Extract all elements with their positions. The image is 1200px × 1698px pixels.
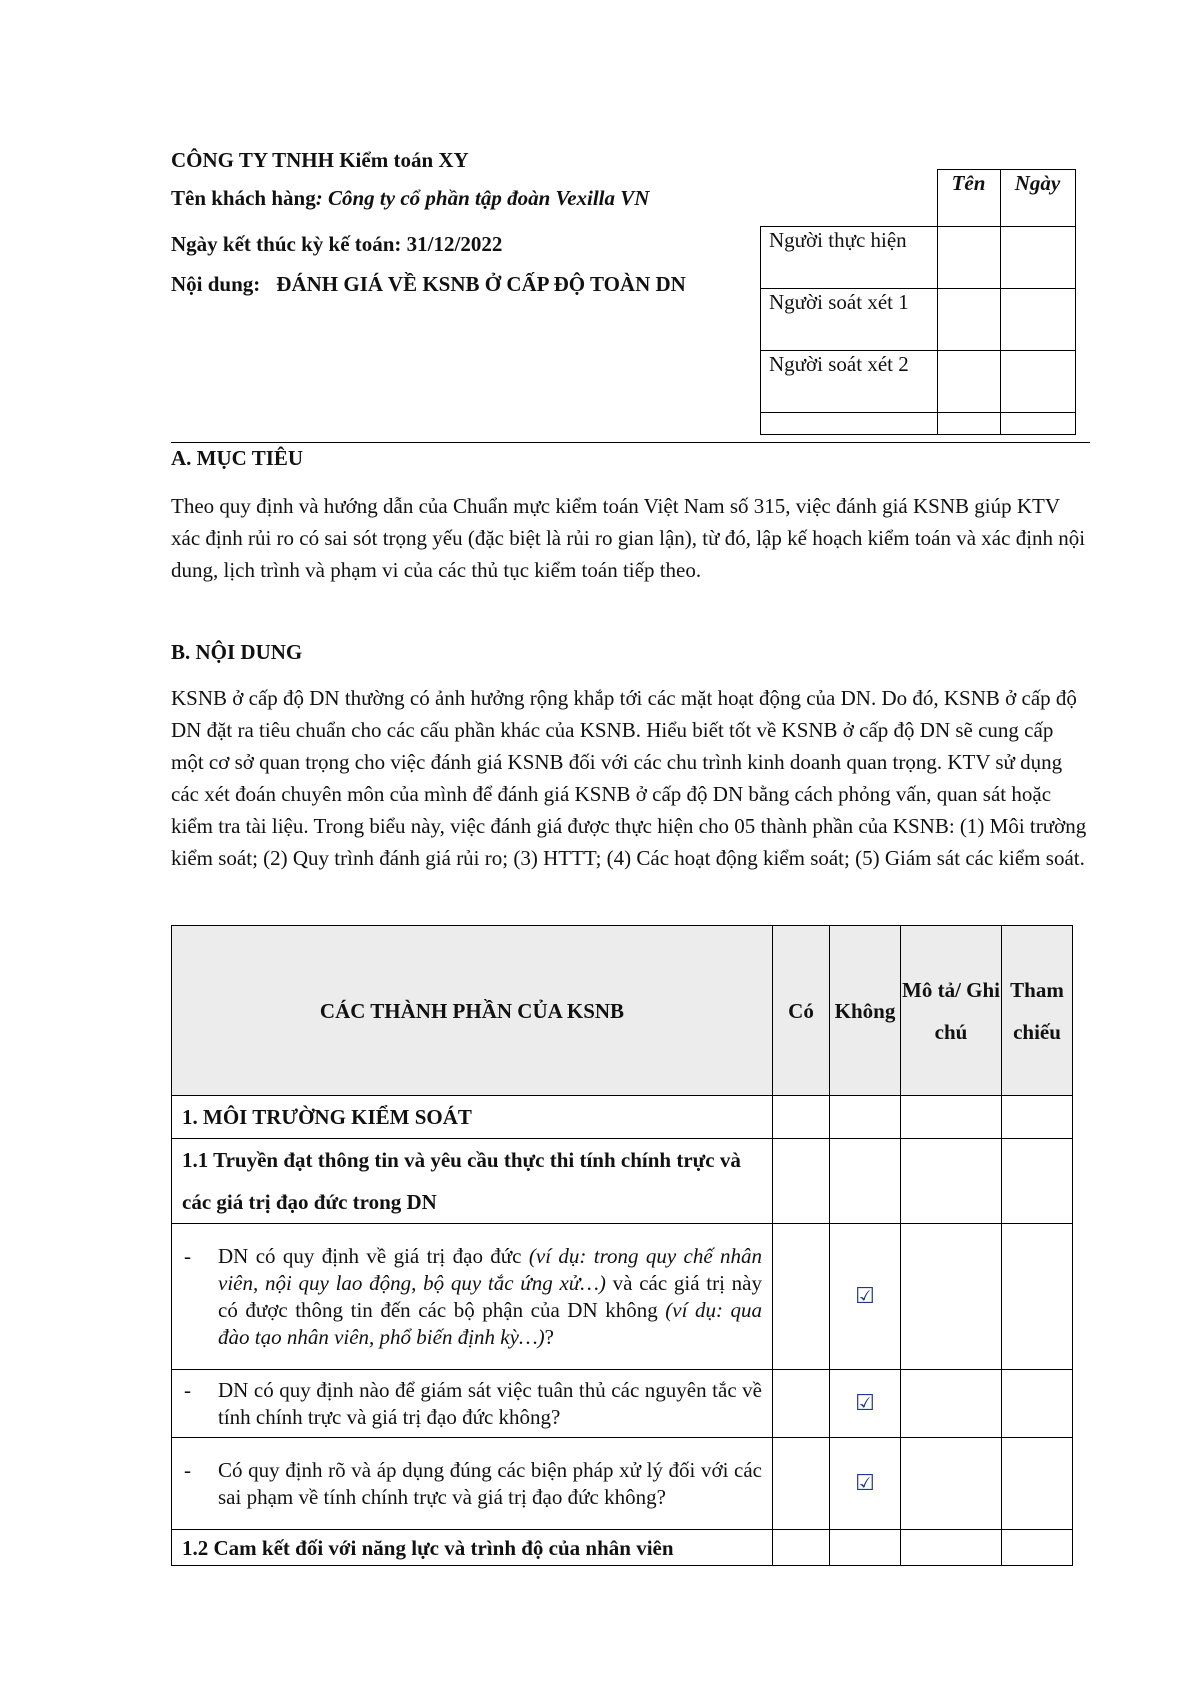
bullet-dash: - — [184, 1377, 191, 1402]
ksnb-table — [171, 925, 1073, 1566]
note-cell[interactable] — [901, 1370, 1002, 1438]
table-row-item-1: - DN có quy định về giá trị đạo đức (ví dụ: trong quy chế nhân viên, nội quy lao động, bộ quy tắc ứng xử…) và các giá trị này có được thông tin đến các bộ phận của DN không (ví dụ: qua đào tạo nhân viên, phổ biến định kỳ…)? — [172, 1224, 773, 1370]
col-header-ref: Tham chiếu — [1002, 926, 1073, 1096]
yes-cell[interactable] — [773, 1438, 830, 1530]
ref-cell[interactable] — [1002, 1438, 1073, 1530]
client-line: Tên khách hàng: Công ty cổ phần tập đoàn Vexilla VN — [171, 186, 650, 210]
ref-cell[interactable] — [1002, 1224, 1073, 1370]
period-end: Ngày kết thúc kỳ kế toán: 31/12/2022 — [171, 232, 503, 256]
note-cell[interactable] — [901, 1224, 1002, 1370]
table-row-item-2: - DN có quy định nào để giám sát việc tuân thủ các nguyên tắc về tính chính trực và giá trị đạo đức không? — [172, 1370, 773, 1438]
signoff-cell[interactable] — [937, 351, 1000, 413]
yes-cell[interactable] — [773, 1370, 830, 1438]
subsection-1-1-row: 1.1 Truyền đạt thông tin và yêu cầu thực thi tính chính trực và các giá trị đạo đức trong DN — [172, 1139, 773, 1224]
checkbox-checked-icon[interactable]: ☑ — [830, 1370, 901, 1438]
signoff-table — [760, 169, 1076, 435]
bullet-dash: - — [184, 1243, 191, 1268]
signoff-cell[interactable] — [1000, 289, 1075, 351]
section-a-text: Theo quy định và hướng dẫn của Chuẩn mực kiểm toán Việt Nam số 315, việc đánh giá KSNB giúp KTV xác định rủi ro có sai sót trọng yếu (đặc biệt là rủi ro gian lận), từ đó, lập kế hoạch kiểm toán và xác định nội dung, lịch trình và phạm vi của các thủ tục kiểm toán tiếp theo. — [171, 494, 1086, 582]
signoff-cell[interactable] — [937, 289, 1000, 351]
checkbox-checked-icon[interactable]: ☑ — [830, 1438, 901, 1530]
checkbox-checked-icon[interactable]: ☑ — [830, 1224, 901, 1370]
signoff-col-name: Tên — [937, 170, 1000, 227]
signoff-row-reviewer-2: Người soát xét 2 — [761, 351, 938, 413]
signoff-cell[interactable] — [1000, 227, 1075, 289]
signoff-row-performer: Người thực hiện — [761, 227, 938, 289]
section-a-title: A. MỤC TIÊU — [171, 446, 304, 470]
col-header-no: Không — [830, 926, 901, 1096]
section-b-text: KSNB ở cấp độ DN thường có ảnh hưởng rộng khắp tới các mặt hoạt động của DN. Do đó, KSNB ở cấp độ DN đặt ra tiêu chuẩn cho các cấu phần khác của KSNB. Hiểu biết tốt về KSNB ở cấp độ DN sẽ cung cấp một cơ sở quan trọng cho việc đánh giá KSNB đối với các chu trình kinh doanh quan trọng. KTV sử dụng các xét đoán chuyên môn của mình để đánh giá KSNB ở cấp độ DN bằng cách phỏng vấn, quan sát hoặc kiểm tra tài liệu. Trong biểu này, việc đánh giá được thực hiện cho 05 thành phần của KSNB: (1) Môi trường kiểm soát; (2) Quy trình đánh giá rủi ro; (3) HTTT; (4) Các hoạt động kiểm soát; (5) Giám sát các kiểm soát. — [171, 686, 1087, 870]
section-1-row: 1. MÔI TRƯỜNG KIỂM SOÁT — [172, 1096, 773, 1139]
note-cell[interactable] — [901, 1438, 1002, 1530]
ref-cell[interactable] — [1002, 1370, 1073, 1438]
content-line: Nội dung: ĐÁNH GIÁ VỀ KSNB Ở CẤP ĐỘ TOÀN DN — [171, 272, 686, 296]
table-row-item-3: - Có quy định rõ và áp dụng đúng các biện pháp xử lý đối với các sai phạm về tính chính trực và giá trị đạo đức không? — [172, 1438, 773, 1530]
col-header-component: CÁC THÀNH PHẦN CỦA KSNB — [172, 926, 773, 1096]
company-name: CÔNG TY TNHH Kiểm toán XY — [171, 148, 469, 172]
signoff-col-date: Ngày — [1000, 170, 1075, 227]
signoff-row-reviewer-1: Người soát xét 1 — [761, 289, 938, 351]
section-b-title: B. NỘI DUNG — [171, 640, 303, 664]
signoff-cell[interactable] — [1000, 351, 1075, 413]
subsection-1-2-row: 1.2 Cam kết đối với năng lực và trình độ của nhân viên — [172, 1530, 773, 1566]
signoff-cell[interactable] — [937, 227, 1000, 289]
yes-cell[interactable] — [773, 1224, 830, 1370]
col-header-note: Mô tả/ Ghi chú — [901, 926, 1002, 1096]
bullet-dash: - — [184, 1457, 191, 1482]
col-header-yes: Có — [773, 926, 830, 1096]
header-divider — [171, 442, 1090, 443]
